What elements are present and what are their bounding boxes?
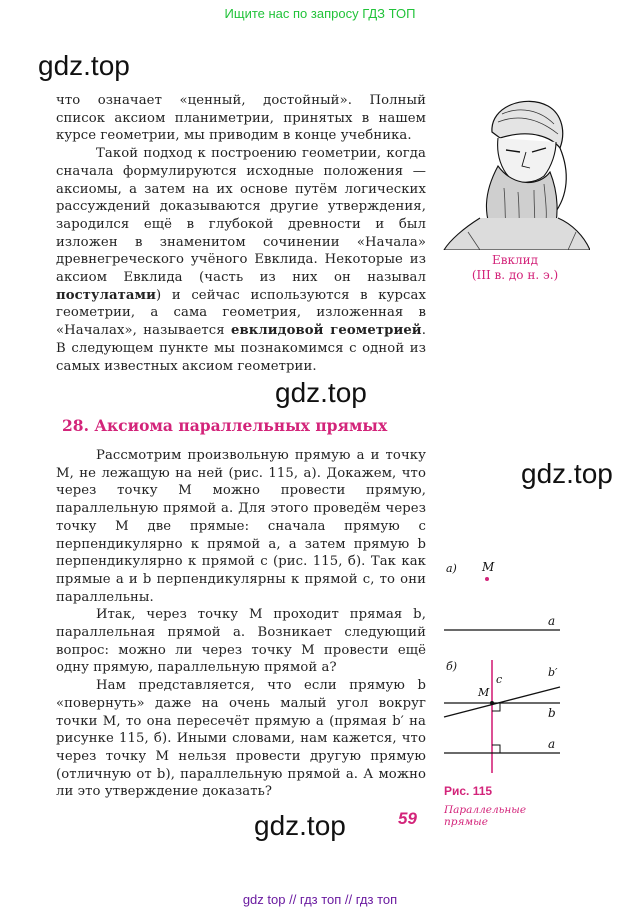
figure-a-point-m <box>485 577 489 581</box>
euclid-caption <box>440 253 590 283</box>
term-postulates: постулатами <box>56 287 156 303</box>
term-euclidean-geometry: евклидовой геометрией <box>231 323 422 339</box>
figure-a-line-a-label: a <box>548 614 556 628</box>
page-number: 59 <box>398 809 417 828</box>
euclid-name: Евклид <box>491 253 539 267</box>
figure-b-line-b-prime <box>444 687 560 717</box>
watermark: gdz.top <box>275 377 367 408</box>
figure-subcaption <box>444 804 526 828</box>
section-heading: 28. Аксиома параллельных прямых <box>62 416 388 435</box>
top-banner[interactable]: Ищите нас по запросу ГДЗ ТОП <box>224 6 416 21</box>
intro-text <box>56 92 426 375</box>
figure-subcaption-line-1: Параллельные <box>444 804 527 816</box>
euclid-dates: (III в. до н. э.) <box>471 268 559 282</box>
watermark: gdz.top <box>254 810 346 841</box>
figure-b-right-angle-mark <box>492 745 500 753</box>
figure-b-line-b-label: b <box>548 706 556 720</box>
figure-b-point-label: M <box>478 686 490 699</box>
watermark: gdz.top <box>38 50 130 81</box>
figure-b-line-b-prime-label: b′ <box>548 666 558 679</box>
figure-label-a: а) <box>446 562 457 575</box>
intro-paragraph-2: Такой подход к построению геометрии, когда сначала формулируются исходные положения — аксиомы, а затем на их основе путём логических рассуждений доказываются другие утверждения, зародился ещё в глубокой древности и был изложен в знаменитом сочинении «Начала» древнегреческого учёного Евклида. Некоторые из аксиом Евклида (часть из них он называл постулатами) и сейчас используются в курсах геометрии, а сама геометрия, изложенная в «Началах», называется евклидовой геометрией. В следующем пункте мы познакомимся с одной из самых известных аксиом геометрии. <box>56 146 426 374</box>
watermark: gdz.top <box>521 458 613 489</box>
section-text <box>56 447 426 801</box>
footer-links[interactable]: gdz top // гдз топ // гдз топ <box>242 892 398 907</box>
figure-caption: Рис. 115 <box>444 784 493 798</box>
figure-a-point-label: M <box>482 560 495 574</box>
section-paragraph-1: Рассмотрим произвольную прямую a и точку M, не лежащую на ней (рис. 115, а). Докажем, что через точку M можно провести прямую, параллельную прямой a. Для этого проведём через точку M две прямые: сначала прямую c перпендикулярно к прямой a, а затем прямую b перпендикулярно к прямой c (рис. 115, б). Так как прямые a и b перпендикулярны к прямой c, то они параллельны. <box>56 448 426 605</box>
section-paragraph-2: Итак, через точку M проходит прямая b, параллельная прямой a. Возникает следующий вопрос: можно ли через точку M провести ещё одну прямую, параллельную прямой a? <box>56 607 426 676</box>
figure-b-line-c-label: c <box>496 673 503 686</box>
euclid-portrait <box>440 92 590 250</box>
section-paragraph-3: Нам представляется, что если прямую b «повернуть» даже на очень малый угол вокруг точки M, то она пересечёт прямую a (прямая b′ на рисунке 115, б). Иными словами, нам кажется, что через точку M нельзя провести другую прямую (отличную от b), параллельную прямой a. А можно ли это утверждение доказать? <box>56 678 426 800</box>
figure-b-line-a-label: a <box>548 737 556 751</box>
figure-b-point-m <box>490 701 494 705</box>
figure-subcaption-line-2: прямые <box>444 816 488 828</box>
figure-115 <box>440 555 570 780</box>
figure-label-b: б) <box>446 660 458 673</box>
intro-paragraph-1: что означает «ценный, достойный». Полный список аксиом планиметрии, принятых в нашем курсе геометрии, мы приводим в конце учебника. <box>56 93 426 144</box>
